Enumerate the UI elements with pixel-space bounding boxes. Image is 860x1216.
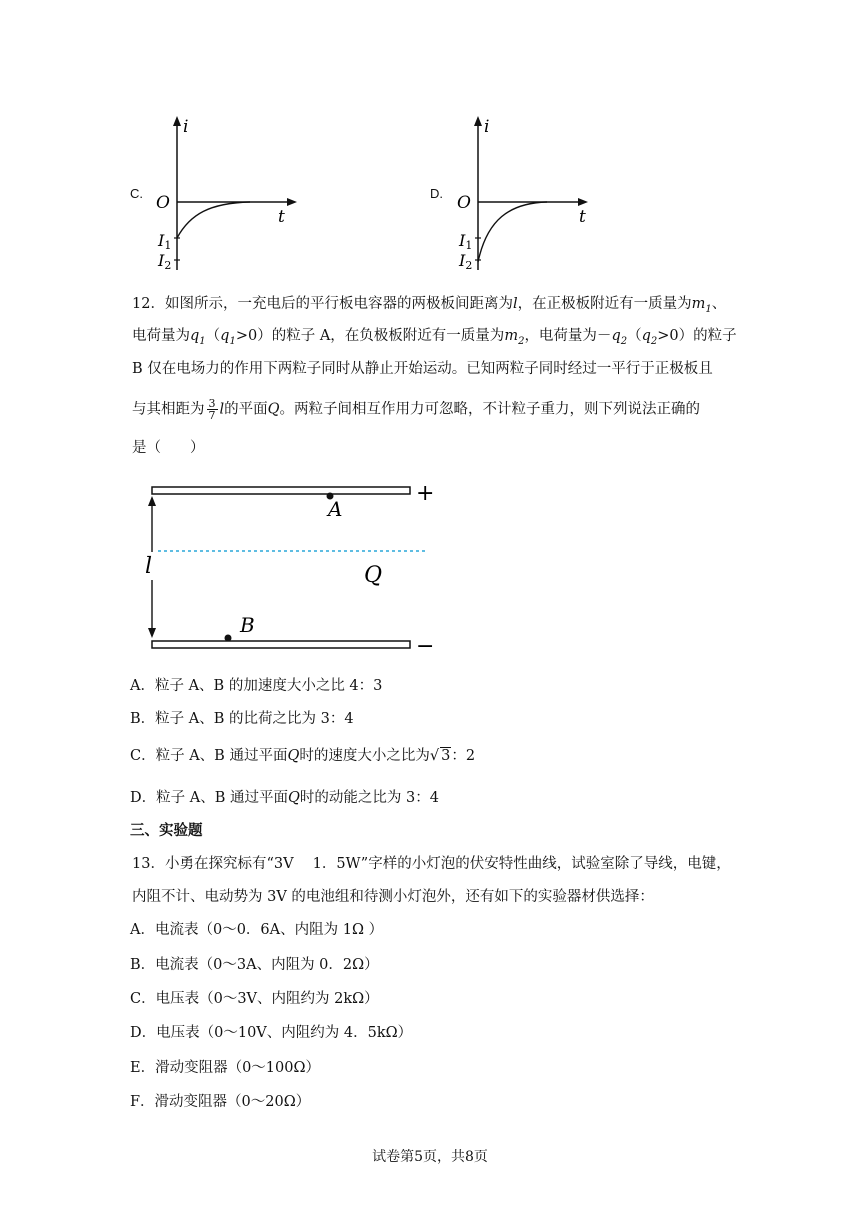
origin-label: O	[156, 193, 170, 213]
q13-option-a: A．电流表（0～0．6A、内阻为 1Ω ）	[130, 922, 384, 938]
graph-c	[150, 110, 310, 275]
curve-c	[177, 202, 250, 238]
option-d-label: D.	[430, 186, 443, 201]
particle-a-label: A	[328, 497, 343, 521]
q12-option-d: D．粒子 A、B 通过平面Q时的动能之比为 3：4	[130, 790, 439, 806]
minus-sign: −	[416, 634, 435, 659]
axis-t-label: t	[278, 207, 285, 227]
q13-line2: 内阻不计、电动势为 3V 的电池组和待测小灯泡外，还有如下的实验器材供选择：	[132, 889, 654, 905]
q13-option-c: C．电压表（0～3V、内阻约为 2kΩ）	[130, 991, 379, 1007]
q13-option-f: F．滑动变阻器（0～20Ω）	[130, 1094, 311, 1110]
distance-l-label: l	[145, 554, 153, 579]
axis-i-label: i	[183, 117, 189, 137]
q12-option-a: A．粒子 A、B 的加速度大小之比 4：3	[130, 678, 383, 694]
sqrt-sign: √	[429, 748, 440, 764]
negative-plate	[152, 641, 410, 648]
q12-line3: B 仅在电场力的作用下两粒子同时从静止开始运动。已知两粒子同时经过一平行于正极板且	[132, 361, 713, 377]
option-c-label: C.	[130, 186, 143, 201]
section-heading: 三、实验题	[130, 822, 203, 839]
particle-b	[225, 635, 232, 642]
i1-label: I1	[158, 231, 172, 252]
q12-option-b: B．粒子 A、B 的比荷之比为 3：4	[130, 711, 354, 727]
page-footer: 试卷第5页，共8页	[372, 1149, 488, 1165]
axis-i-label: i	[484, 117, 490, 137]
plane-q-label: Q	[364, 563, 383, 588]
curve-d	[478, 202, 547, 262]
axis-t-label: t	[579, 207, 586, 227]
q12-line5: 是（ ）	[132, 440, 205, 456]
q12-line2: 电荷量为$q_1(q_1>0)$的粒子 A，在负极板附近有一质量为$m_2$，电荷量为$-q_2(q_2>0)$的粒子	[132, 328, 737, 347]
q13-line1: 13．小勇在探究标有“3V 1．5W”字样的小灯泡的伏安特性曲线，试验室除了导线，电键，	[132, 856, 731, 872]
particle-b-label: B	[240, 613, 255, 637]
q12-line1: 12．如图所示，一充电后的平行板电容器的两极板间距离为l，在正极板附近有一质量为$m_1$、	[132, 296, 727, 315]
q12-line4: 与其相距为 $\frac{3}{7}$ l的平面Q。两粒子间相互作用力可忽略，不计粒子重力，则下列说法正确的	[132, 397, 701, 422]
q12-option-c: C．粒子 A、B 通过平面Q时的速度大小之比为√ 3：2	[130, 748, 476, 764]
positive-plate	[152, 487, 410, 494]
graph-d	[451, 110, 611, 275]
plus-sign: +	[416, 481, 435, 506]
q13-option-e: E．滑动变阻器（0～100Ω）	[130, 1060, 321, 1076]
i1-label: I1	[459, 231, 473, 252]
i2-label: I2	[158, 251, 172, 272]
origin-label: O	[457, 193, 471, 213]
fraction-3-7: $\frac{3}{7}$	[208, 397, 216, 422]
capacitor-diagram	[132, 476, 442, 661]
q13-option-b: B．电流表（0～3A、内阻为 0．2Ω）	[130, 957, 379, 973]
q13-option-d: D．电压表（0～10V、内阻约为 4．5kΩ）	[130, 1025, 413, 1041]
i2-label: I2	[459, 251, 473, 272]
